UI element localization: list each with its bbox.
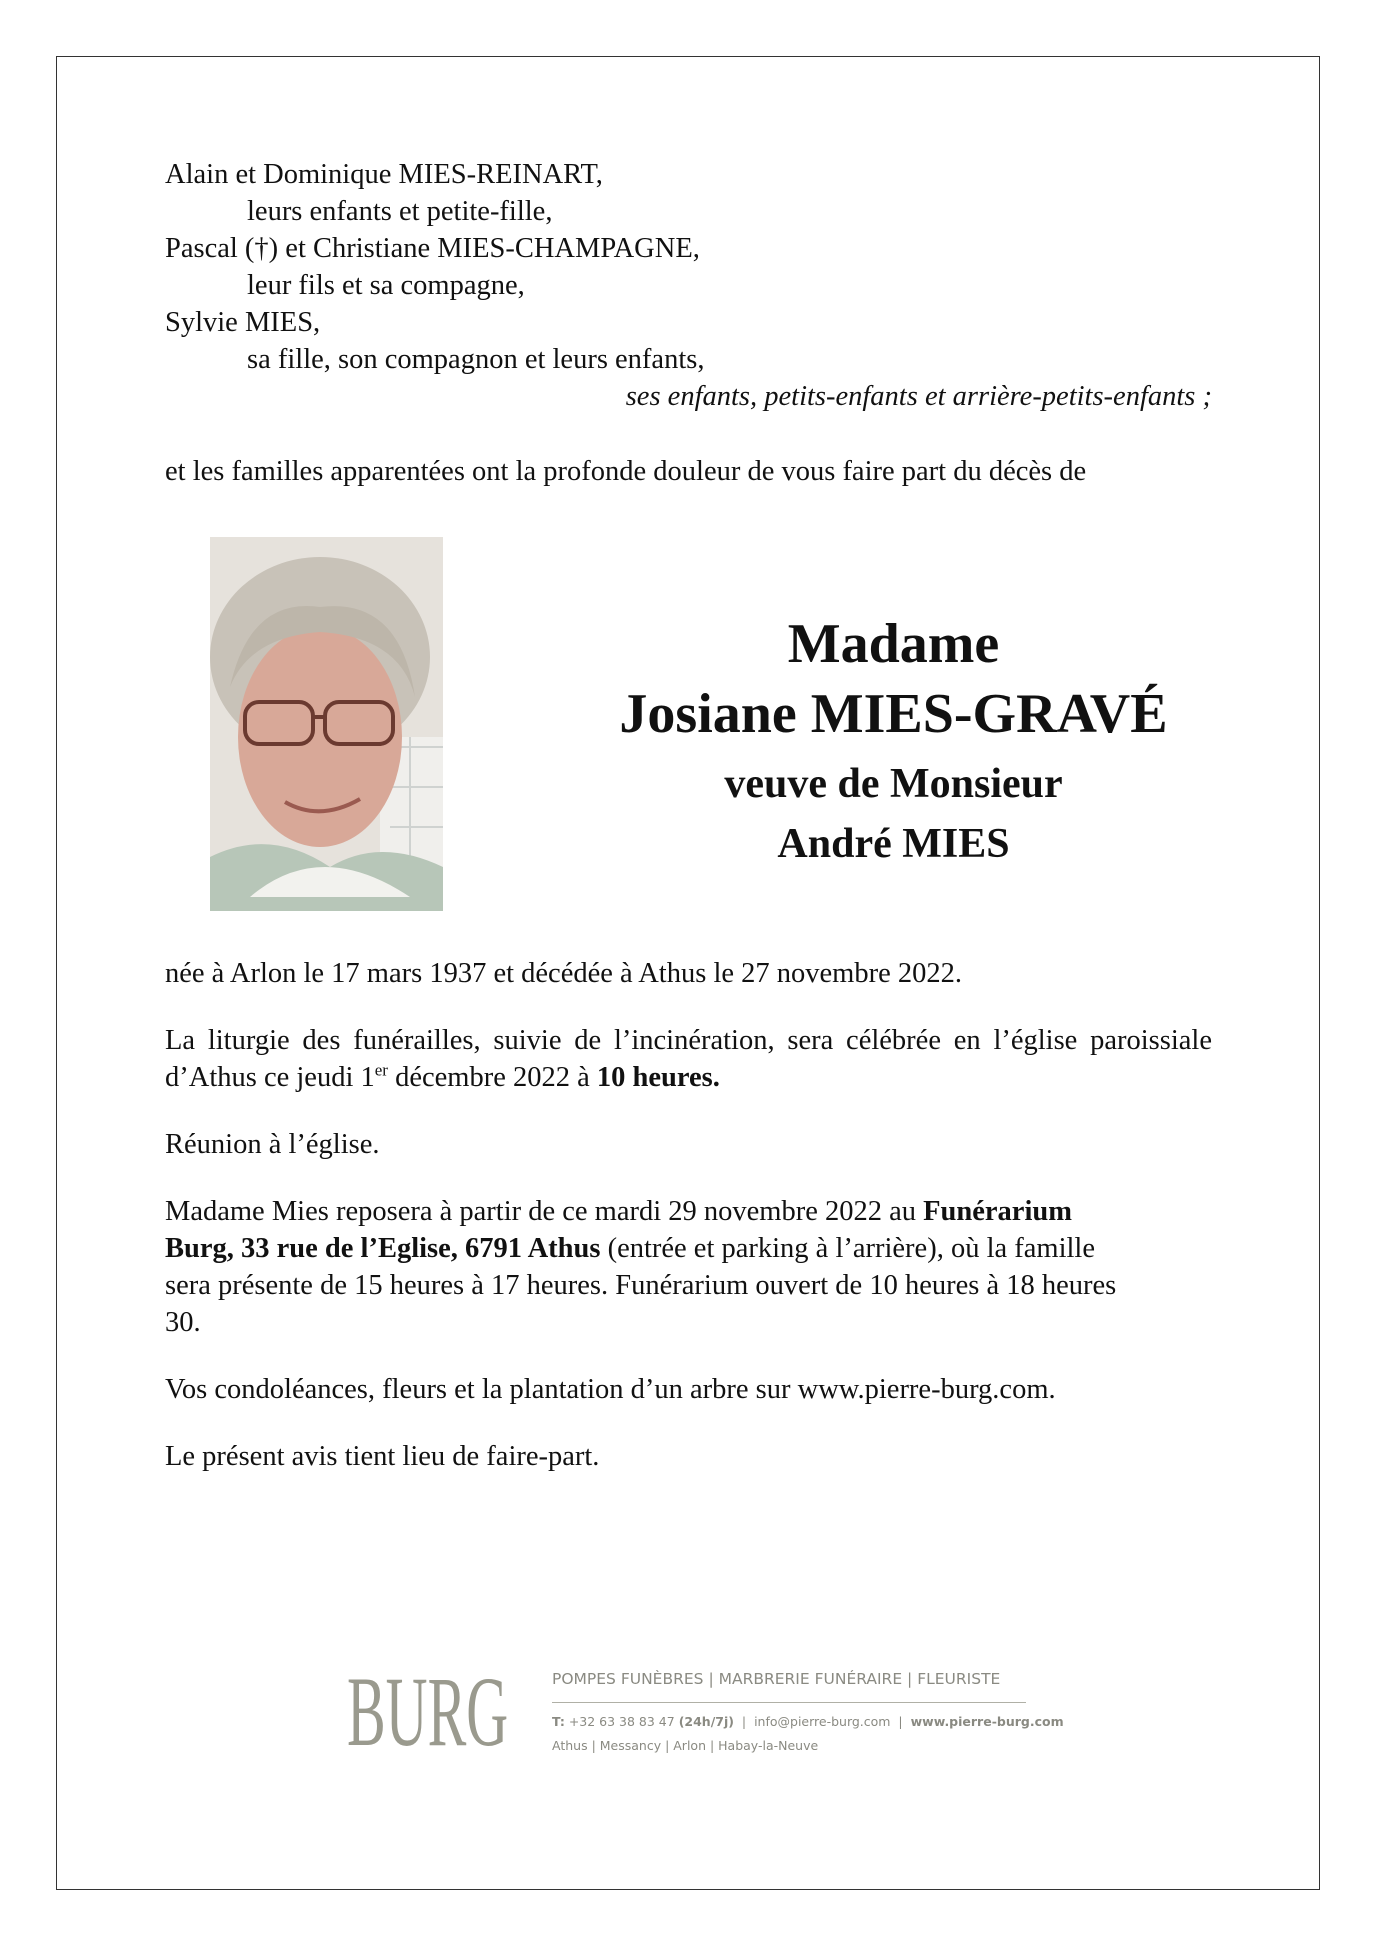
website: www.pierre-burg.com [910,1714,1064,1729]
announcement: et les familles apparentées ont la profonde douleur de vous faire part du décès de [165,456,1087,487]
reunion: Réunion à l’église. [165,1129,380,1160]
footer-divider [552,1702,1026,1703]
birth-death: née à Arlon le 17 mars 1937 et décédée à Athus le 27 novembre 2022. [165,958,962,989]
liturgy-sup: er [374,1060,388,1080]
rest-text-2: (entrée et parking à l’arrière), où la famille sera présente de 15 heures à 17 heures. Funérarium ouvert de 10 heures à 18 heures 30. [165,1233,1117,1338]
burg-logo-text: BURG [347,1656,509,1767]
footer-contact [552,1714,1064,1729]
footer-locations: Athus | Messancy | Arlon | Habay-la-Neuve [552,1738,819,1753]
deceased-name: Josiane MIES-GRAVÉ [619,683,1168,745]
family-line: leur fils et sa compagne, [247,270,525,301]
rest-text: Madame Mies reposera à partir de ce mardi 29 novembre 2022 au [165,1196,924,1227]
descendants-line: ses enfants, petits-enfants et arrière-petits-enfants ; [625,381,1212,412]
deceased-title: Madame [787,613,1000,675]
family-line: Alain et Dominique MIES-REINART, [165,159,603,190]
rest-paragraph [165,1193,1135,1341]
liturgy-paragraph [165,1022,1212,1096]
email: | info@pierre-burg.com | [733,1714,911,1729]
footer-services: POMPES FUNÈBRES | MARBRERIE FUNÉRAIRE | FLEURISTE [552,1670,1001,1688]
liturgy-text-2: décembre 2022 à [387,1062,597,1093]
phone-number: +32 63 38 83 47 [564,1714,679,1729]
portrait-photo [210,537,443,911]
phone-hours: (24h/7j) [678,1714,734,1729]
family-line: sa fille, son compagnon et leurs enfants, [247,344,705,375]
widow-of: veuve de Monsieur [724,761,1063,807]
notice-body [165,955,1212,1505]
spouse-name: André MIES [777,821,1010,867]
phone-label: T: [552,1714,565,1729]
burg-logo [347,1656,527,1767]
family-line: leurs enfants et petite-fille, [247,196,553,227]
family-line: Sylvie MIES, [165,307,321,338]
condolences: Vos condoléances, fleurs et la plantation d’un arbre sur www.pierre-burg.com. [165,1374,1056,1405]
liturgy-time: 10 heures. [596,1062,720,1093]
family-line: Pascal (†) et Christiane MIES-CHAMPAGNE, [165,233,700,264]
notice: Le présent avis tient lieu de faire-part. [165,1441,600,1472]
liturgy-text: La liturgie des funérailles, suivie de l’incinération, sera célébrée en l’église paroissiale d’Athus ce jeudi 1 [165,1025,1212,1093]
funeral-home-address: Funérarium Burg, 33 rue de l’Eglise, 6791 Athus [165,1196,1072,1264]
